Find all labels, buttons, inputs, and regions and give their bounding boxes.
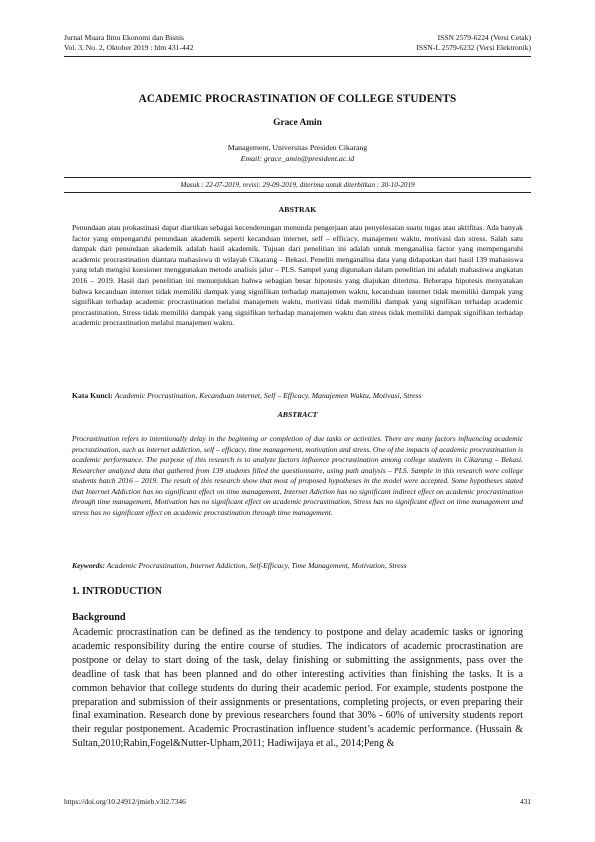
- subsection-heading: Background: [72, 612, 126, 623]
- journal-name: Jurnal Muara Ilmu Ekonomi dan Bisnis: [64, 33, 185, 42]
- running-header-left: [64, 33, 193, 53]
- author-name: Grace Amin: [273, 118, 322, 128]
- header-divider: [64, 56, 531, 57]
- dates-top-rule: [64, 177, 531, 178]
- author-affiliation-block: [0, 142, 595, 164]
- running-header-right: [416, 33, 531, 53]
- affiliation: Management, Universitas Presiden Cikarang: [227, 143, 368, 152]
- issn-print: ISSN 2579-6224 (Versi Cetak): [437, 33, 531, 42]
- abstract-heading: ABSTRACT: [277, 410, 318, 419]
- doi-link[interactable]: https://doi.org/10.24912/jmieb.v3i2.7346: [64, 797, 186, 806]
- issn-online: ISSN-L 2579-6232 (Versi Elektronik): [416, 43, 531, 52]
- kata-kunci-terms: Academic Procrastination, Kecanduan internet, Self – Efficacy, Manajemen Waktu, Motivasi, Stress: [114, 391, 422, 400]
- keywords-label: Keywords:: [72, 561, 105, 570]
- submission-dates: Masuk : 22-07-2019, revisi: 29-09-2019, diterima untuk diterbitkan : 30-10-2019: [180, 181, 415, 189]
- kata-kunci: [72, 391, 523, 400]
- body-paragraph: Academic procrastination can be defined as the tendency to postpone and delay academic tasks or ignoring academic responsibility during the entire course of studies. The indicators of academic procrastination are postpone or delay to start doing of the task, delay finishing or submitting the assignments, pass over the deadline of task that has been planned and do other interesting activities than finishing the tasks. It is a common behavior that college students do during their academic period. For example, students postpone the preparation and submission of their assignments or presentations, completing projects, or even preparing their final examination. Research done by previous researchers found that 30% - 60% of university students report their regular postponement. Academic Procrastination influence student’s academic performance. (Hussain & Sultan,2010;Rabin,Fogel&Nutter-Upham,2011; Hadiwijaya et al., 2014;Peng &: [72, 627, 523, 750]
- abstrak-heading: ABSTRAK: [278, 205, 317, 214]
- paper-title: ACADEMIC PROCRASTINATION OF COLLEGE STUDENTS: [138, 93, 457, 105]
- dates-bottom-rule: [64, 192, 531, 193]
- keywords-terms: Academic Procrastination, Internet Addiction, Self-Efficacy, Time Management, Motivation, Stress: [106, 561, 407, 570]
- author-email: Email: grace_amin@president.ac.id: [240, 154, 355, 163]
- keywords: [72, 561, 523, 570]
- abstract-text: Procrastination refers to intentionally delay in the beginning or completion of due tasks or activities. There are many factors influencing academic procrastination, such as internet addiction, self – efficacy, time management, motivation and stress. One of the impacts of academic procrastination is academic performance. The purpose of this research is to analyze factors influence procrastination among college students in Cikarang – Bekasi. Researcher analyzed data that gathered from 139 students filled the questionnaire, using path analysis – PLS. Sample in this research were college students batch 2016 – 2019. The result of this research show that most of proposed hypotheses in the model were accepted. Some hypotheses stated that Internet Addiction has no significant effect on time management, Internet Adiction has no significant indirect effect on academic procrastination through time management, Motivation has no significant effect on academic procrastination, Stress has no significant effect on time management and stress has no significant effect on academic procrastination through time management.: [72, 434, 523, 517]
- kata-kunci-label: Kata Kunci:: [72, 391, 113, 400]
- journal-volume: Vol. 3, No. 2, Oktober 2019 : hlm 431-442: [64, 43, 194, 52]
- section-heading: 1. INTRODUCTION: [72, 586, 163, 597]
- abstrak-text: Penundaan atau prokastinasi dapat diartikan sebagai kecenderungan menunda pengerjaan atau penyelesaian suatu tugas atau aktifitas. Ada banyak factor yang empengaruhi penundaan akademik seperti kecanduan internet, self – efficacy, manajemen waktu, motivasi dan stress. Salah satu dampak dari penundaan akademik adalah hasil akademik. Tujuan dari penelitian ini adalah untuk menganalisa factor yang mempengaruhi academic procrastination diantara mahasiswa di wilayah Cikarang – Bekasi. Peneliti menganalisa data yang didapatkan dari hasil 139 mahasiswa yang telah mengisi kuesioner menggunakan metode analisis jalur – PLS. Sampel yang digunakan dalam penelitian ini adalah mahasiswa angkatan 2016 – 2019. Hasil dari penelitian ini menunjukkan bahwa sebagian besar hipotesis yang diajukan diterima. Beberapa hipotesis menyatakan bahwa kecanduan internet tidak memiliki dampak yang signifikan terhadap manajemen waktu, kecanduan internet tidak memiliki dampak yang signifikan terhadap academic procrastination melalui manajemen waktu, motivasi tidak memiliki dampak yang signifikan terhadap academic procrastination, Stress tidak memiliki dampak yang signifikan terhadap manajemen waktu dan stress tidak memiliki dampak signifikan terhadap academic procrastination melalui manajemen waktu.: [72, 223, 523, 328]
- page-number: 431: [519, 797, 531, 806]
